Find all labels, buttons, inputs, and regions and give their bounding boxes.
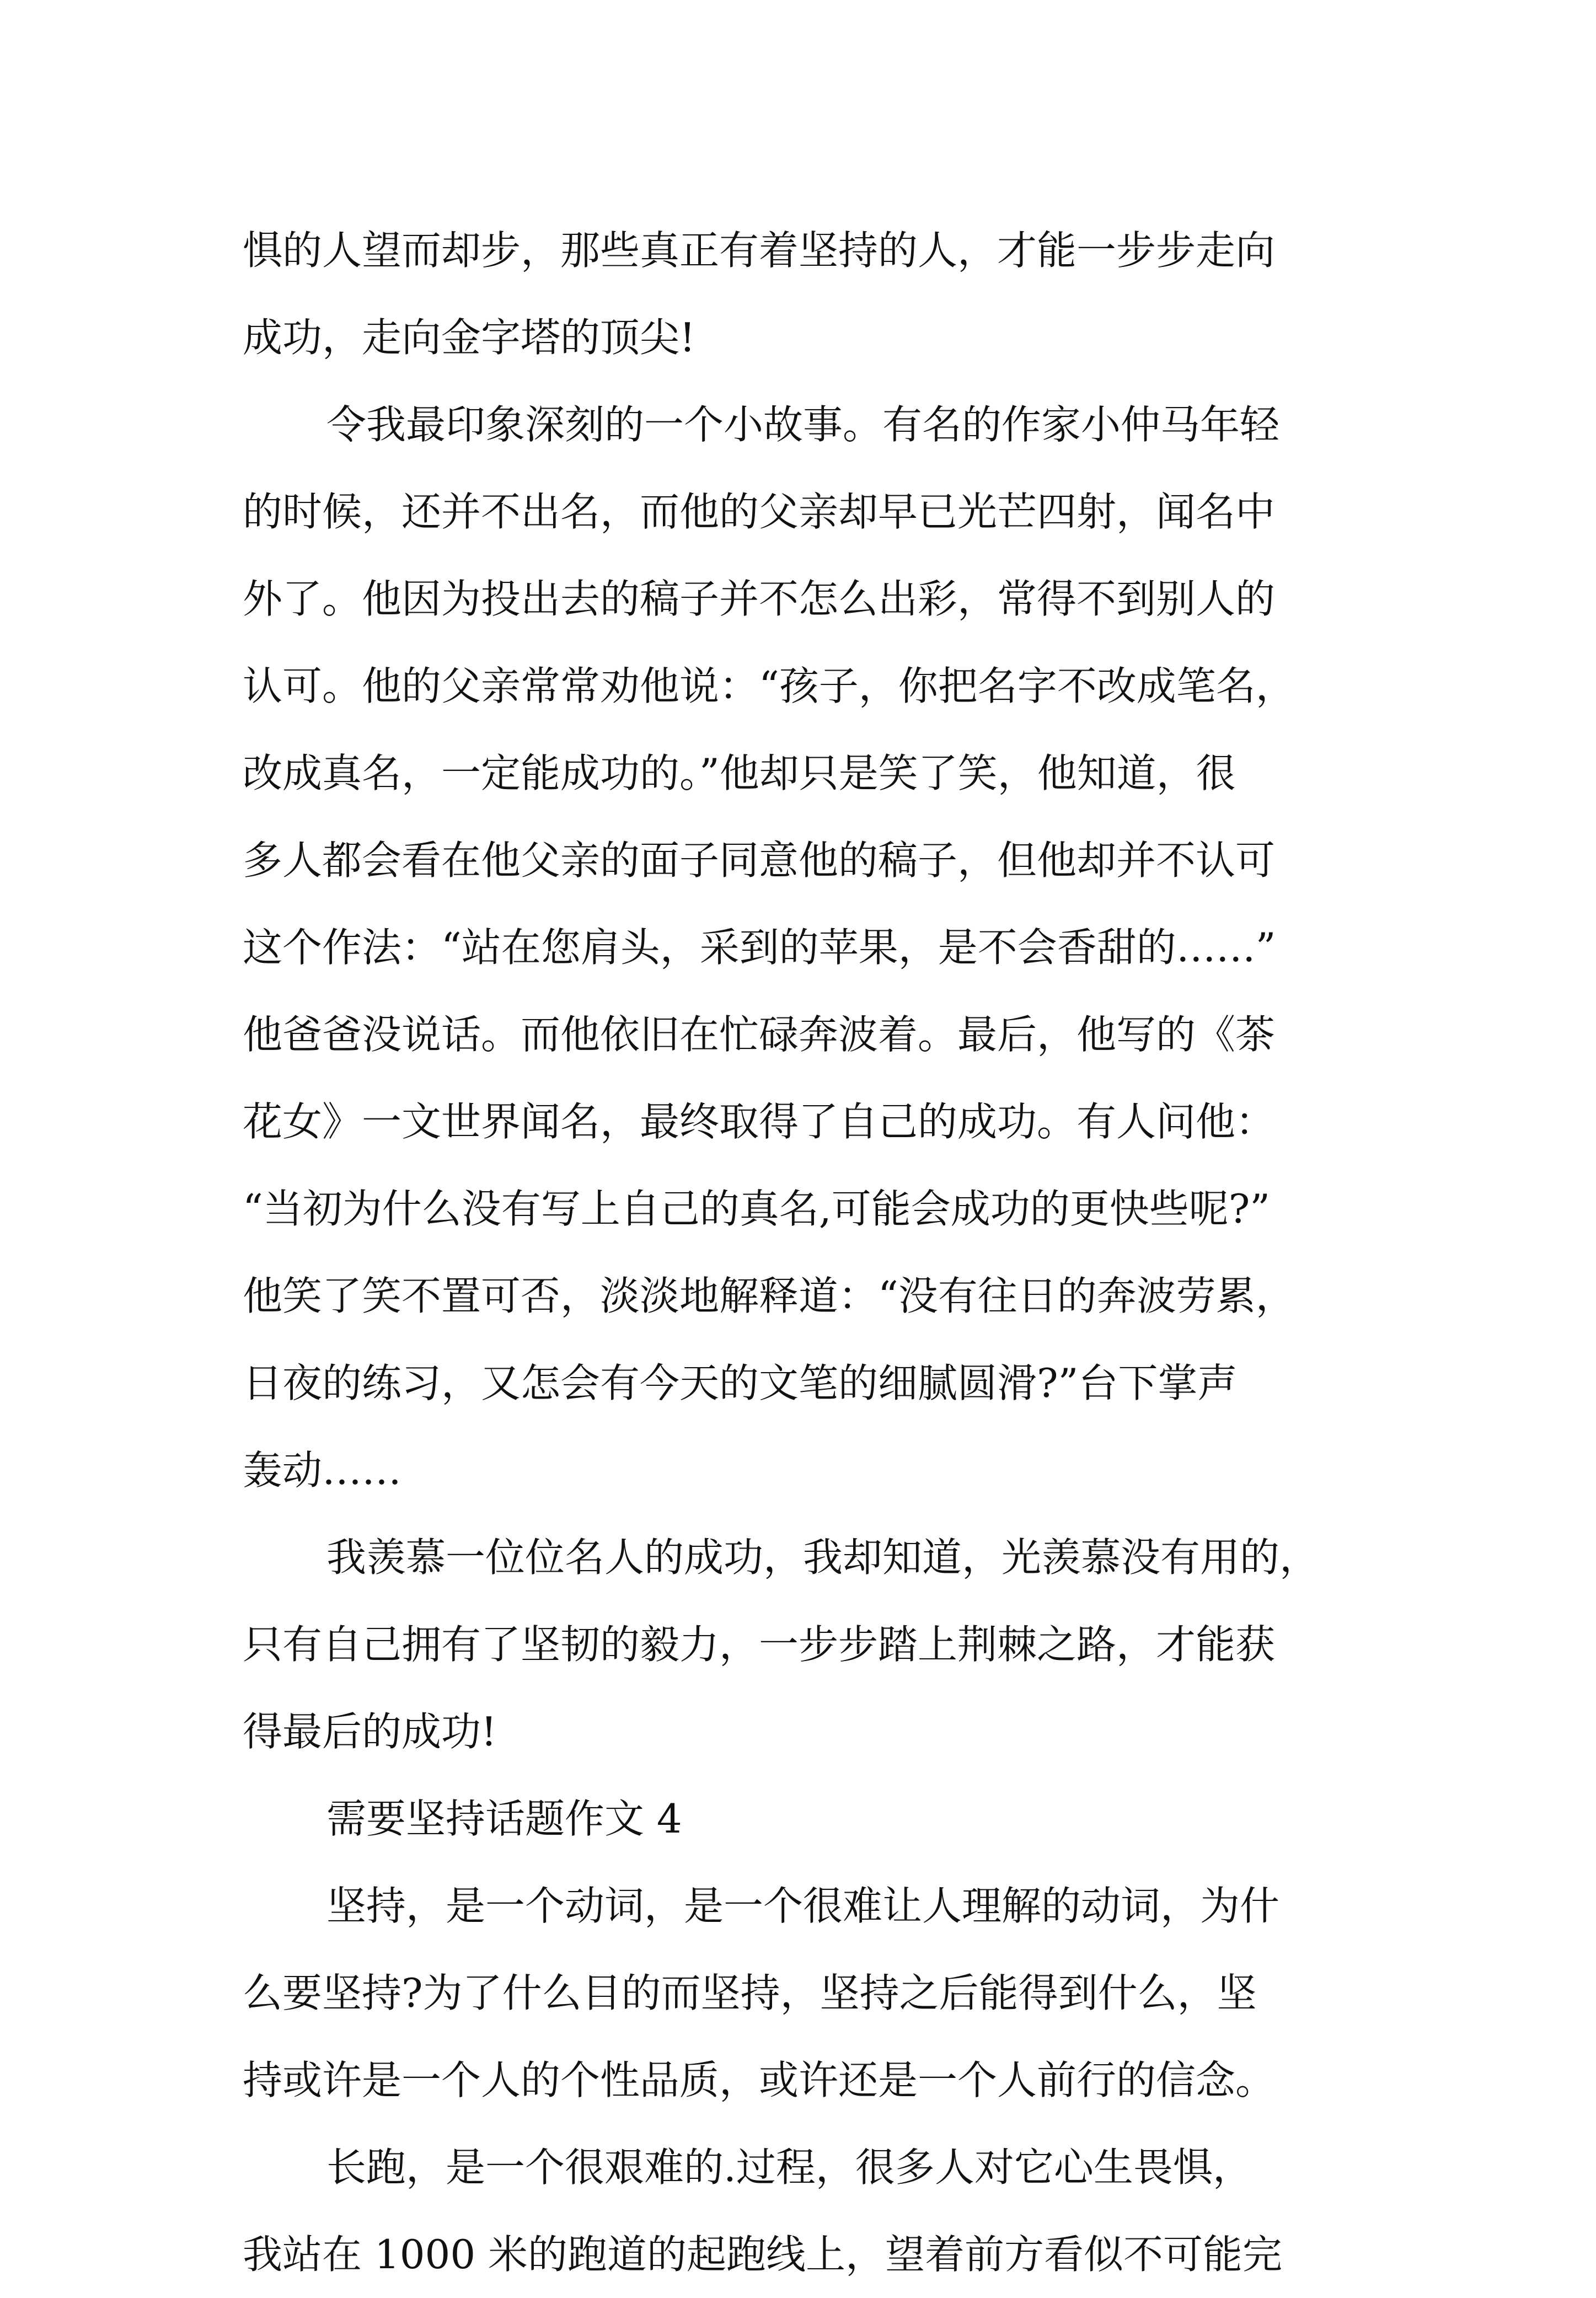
text-line: 长跑，是一个很艰难的.过程，很多人对它心生畏惧， (326, 2144, 1252, 2190)
text-line: 他爸爸没说话。而他依旧在忙碌奔波着。最后，他写的《茶 (243, 1011, 1276, 1058)
text-line: 坚持，是一个动词，是一个很难让人理解的动词，为什 (326, 1883, 1280, 1929)
text-line: 么要坚持?为了什么目的而坚持，坚持之后能得到什么，坚 (243, 1970, 1257, 2016)
text-line: 这个作法：“站在您肩头，采到的苹果，是不会香甜的……” (243, 924, 1276, 971)
text-line: 他笑了笑不置可否，淡淡地解释道：“没有往日的奔波劳累， (243, 1273, 1295, 1319)
text-line: 我羡慕一位位名人的成功，我却知道，光羡慕没有用的， (326, 1534, 1320, 1581)
text-line: 持或许是一个人的个性品质，或许还是一个人前行的信念。 (243, 2057, 1276, 2103)
text-line: 外了。他因为投出去的稿子并不怎么出彩，常得不到别人的 (243, 576, 1276, 622)
text-line: 令我最印象深刻的一个小故事。有名的作家小仲马年轻 (326, 401, 1280, 448)
document-body (243, 207, 1362, 2298)
section-heading: 需要坚持话题作文 4 (326, 1796, 682, 1842)
text-line: 轰动…… (243, 1447, 402, 1493)
text-line: 得最后的成功! (243, 1708, 497, 1755)
text-line: 成功，走向金字塔的顶尖! (243, 314, 695, 361)
text-line: “当初为什么没有写上自己的真名,可能会成功的更快些呢?” (243, 1186, 1271, 1232)
text-line: 只有自己拥有了坚韧的毅力，一步步踏上荆棘之路，才能获 (243, 1621, 1276, 1668)
text-line: 的时候，还并不出名，而他的父亲却早已光芒四射，闻名中 (243, 489, 1276, 535)
text-line: 认可。他的父亲常常劝他说：“孩子，你把名字不改成笔名， (243, 663, 1295, 709)
text-line: 多人都会看在他父亲的面子同意他的稿子，但他却并不认可 (243, 837, 1276, 883)
text-line: 花女》一文世界闻名，最终取得了自己的成功。有人问他： (243, 1099, 1276, 1145)
text-line: 惧的人望而却步，那些真正有着坚持的人，才能一步步走向 (243, 227, 1276, 274)
text-line: 我站在 1000 米的跑道的起跑线上，望着前方看似不可能完 (243, 2231, 1283, 2278)
text-line: 日夜的练习，又怎会有今天的文笔的细腻圆滑?”台下掌声 (243, 1360, 1238, 1406)
text-line: 改成真名，一定能成功的。”他却只是笑了笑，他知道，很 (243, 750, 1236, 796)
